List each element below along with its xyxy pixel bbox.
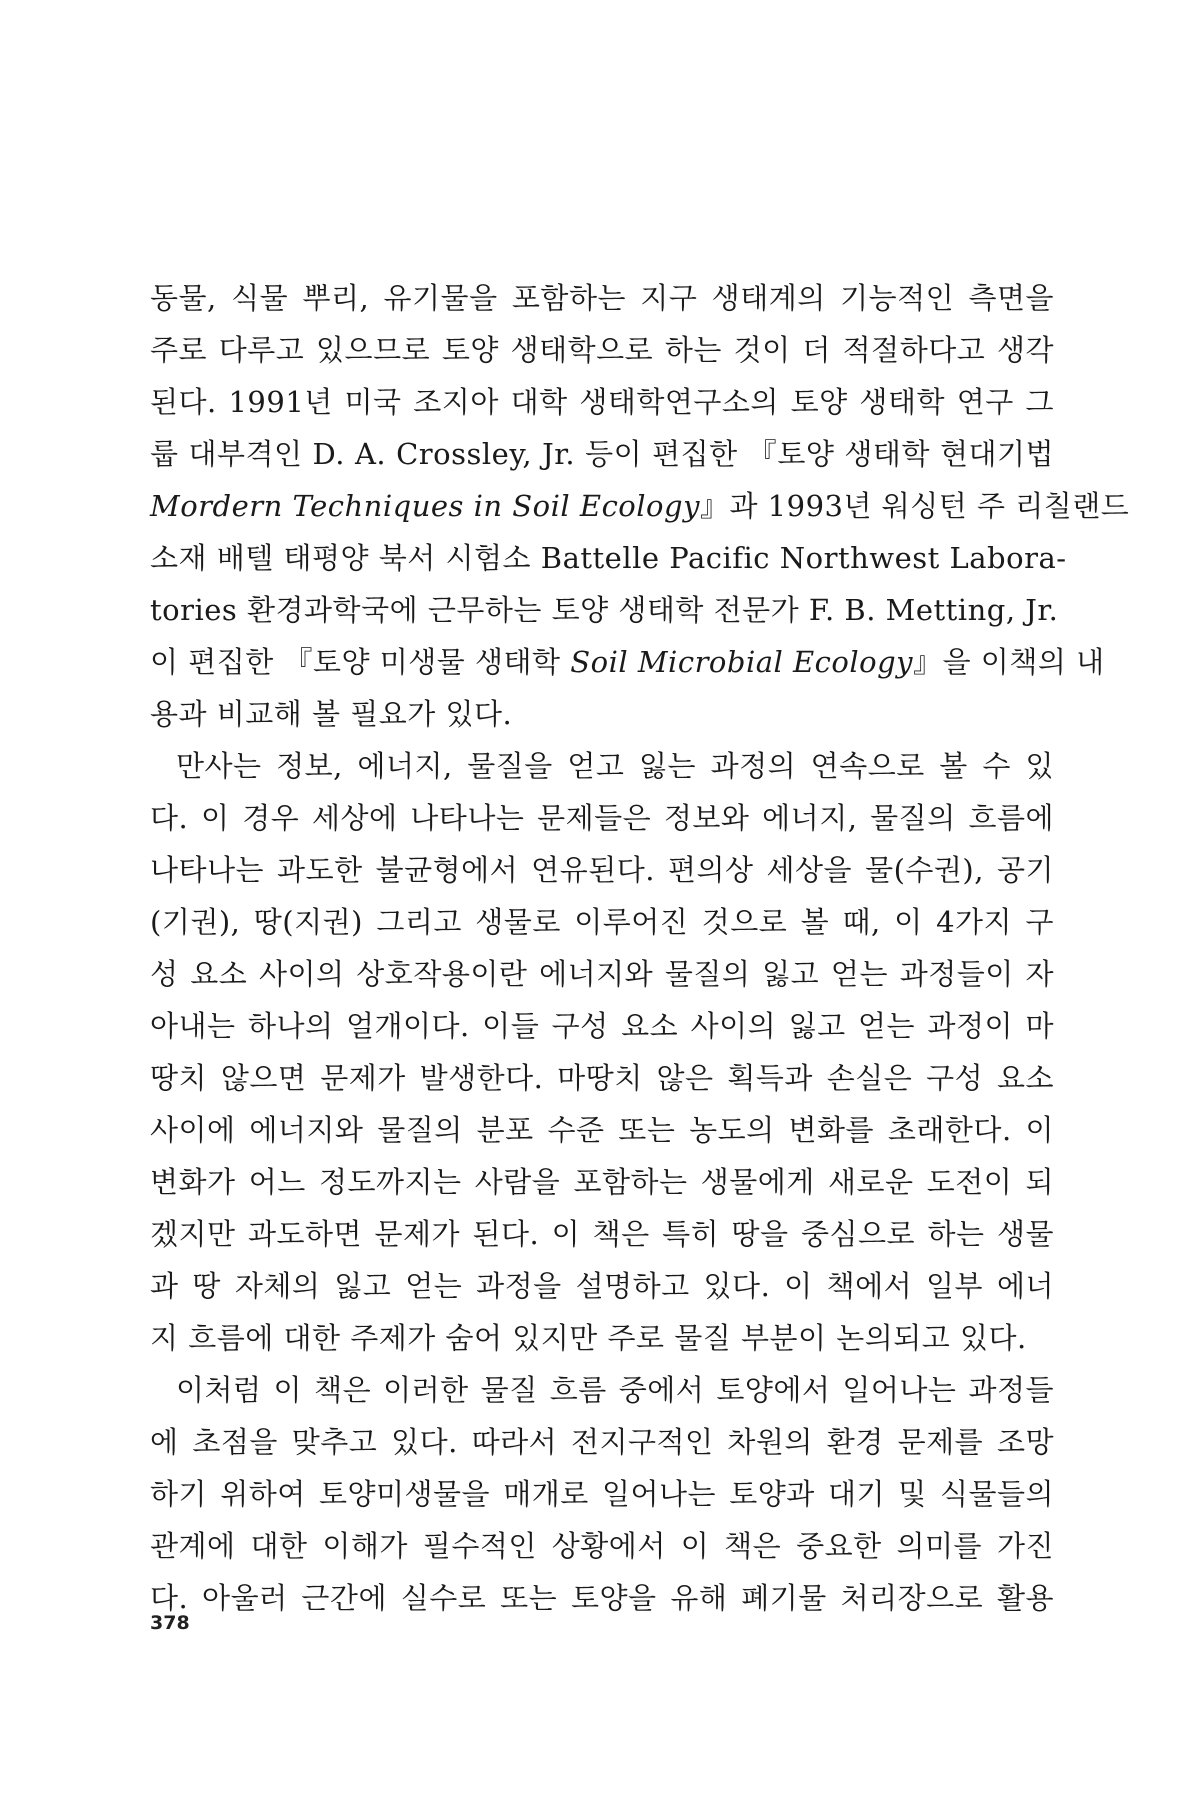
text-line (150, 636, 1105, 688)
text-line: 용과 비교해 볼 필요가 있다. (150, 697, 513, 731)
text-line: 된다. 1991년 미국 조지아 대학 생태학연구소의 토양 생태학 연구 그 (150, 385, 1054, 419)
text-line: 아내는 하나의 얼개이다. 이들 구성 요소 사이의 잃고 얻는 과정이 마 (150, 1009, 1054, 1043)
page-number: 378 (150, 1612, 190, 1634)
paragraph-3 (150, 1364, 1054, 1624)
book-title-italic: Mordern Techniques in Soil Ecology (150, 489, 700, 523)
text-segment: 이 편집한 『토양 미생물 생태학 (150, 645, 571, 679)
book-title-italic: Soil Microbial Ecology (570, 645, 914, 679)
text-segment: 』을 이책의 내 (913, 645, 1105, 679)
text-line: 룹 대부격인 D. A. Crossley, Jr. 등이 편집한 『토양 생태학 현대기법 (150, 437, 1054, 471)
text-line: 다. 이 경우 세상에 나타나는 문제들은 정보와 에너지, 물질의 흐름에 (150, 801, 1054, 835)
text-line: 에 초점을 맞추고 있다. 따라서 전지구적인 차원의 환경 문제를 조망 (150, 1425, 1054, 1459)
text-line: tories 환경과학국에 근무하는 토양 생태학 전문가 F. B. Metting, Jr. (150, 593, 1059, 627)
text-line: 지 흐름에 대한 주제가 숨어 있지만 주로 물질 부분이 논의되고 있다. (150, 1321, 1027, 1355)
paragraph-2 (150, 740, 1054, 1364)
text-line: 나타나는 과도한 불균형에서 연유된다. 편의상 세상을 물(수권), 공기 (150, 853, 1054, 887)
text-line: 겠지만 과도하면 문제가 된다. 이 책은 특히 땅을 중심으로 하는 생물 (150, 1217, 1054, 1251)
text-line: (기권), 땅(지권) 그리고 생물로 이루어진 것으로 볼 때, 이 4가지 구 (150, 905, 1054, 939)
text-line: 성 요소 사이의 상호작용이란 에너지와 물질의 잃고 얻는 과정들이 자 (150, 957, 1054, 991)
text-line: 주로 다루고 있으므로 토양 생태학으로 하는 것이 더 적절하다고 생각 (150, 333, 1054, 367)
text-line: 소재 배텔 태평양 북서 시험소 Battelle Pacific Northwest Labora- (150, 541, 1067, 575)
text-line: 과 땅 자체의 잃고 얻는 과정을 설명하고 있다. 이 책에서 일부 에너 (150, 1269, 1054, 1303)
text-segment: 』과 1993년 워싱턴 주 리칠랜드 (699, 489, 1130, 523)
text-line: 땅치 않으면 문제가 발생한다. 마땅치 않은 획득과 손실은 구성 요소 (150, 1061, 1054, 1095)
text-line: 만사는 정보, 에너지, 물질을 얻고 잃는 과정의 연속으로 볼 수 있 (176, 749, 1054, 783)
text-line: 관계에 대한 이해가 필수적인 상황에서 이 책은 중요한 의미를 가진 (150, 1529, 1054, 1563)
text-line: 사이에 에너지와 물질의 분포 수준 또는 농도의 변화를 초래한다. 이 (150, 1113, 1054, 1147)
paragraph-1 (150, 272, 1130, 740)
text-line (150, 480, 1130, 532)
text-line: 하기 위하여 토양미생물을 매개로 일어나는 토양과 대기 및 식물들의 (150, 1477, 1054, 1511)
page-body (150, 272, 1130, 1624)
text-line: 변화가 어느 정도까지는 사람을 포함하는 생물에게 새로운 도전이 되 (150, 1165, 1054, 1199)
text-line: 다. 아울러 근간에 실수로 또는 토양을 유해 폐기물 처리장으로 활용 (150, 1581, 1054, 1615)
text-line: 이처럼 이 책은 이러한 물질 흐름 중에서 토양에서 일어나는 과정들 (176, 1373, 1054, 1407)
text-line: 동물, 식물 뿌리, 유기물을 포함하는 지구 생태계의 기능적인 측면을 (150, 281, 1054, 315)
